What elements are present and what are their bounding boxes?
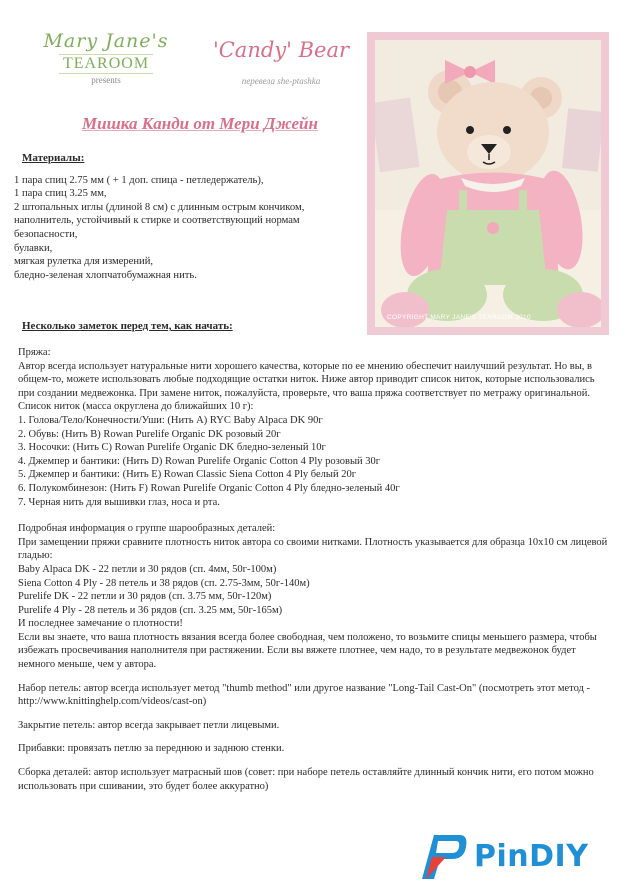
- yarn-list-item: 3. Носочки: (Нить C) Rowan Purelife Organic DK бледно-зеленый 10г: [18, 442, 326, 454]
- watermark-text: PinDIY: [474, 838, 589, 874]
- yarn-label: Пряжа:: [18, 347, 51, 358]
- yarn-intro: Автор всегда использует натуральные нити хорошего качества, которые по ее мнению обеспечит наилучший результат. Но вы, в общем-то, можете использовать любые подходящие остатки ниток. Ниже автор приводит список ниток, которые использовались при создании медвежонка. При замене ниток, пожалуйста, проверьте, что ваша пряжа соответствует по метражу оригинальной.: [18, 360, 595, 399]
- materials-section: [14, 152, 360, 282]
- materials-item: мягкая рулетка для измерений,: [14, 256, 154, 268]
- materials-heading: Материалы:: [22, 152, 85, 164]
- pattern-title-block: [196, 38, 366, 86]
- materials-item: наполнитель, устойчивый к стирке и соответствующий нормам безопасности,: [14, 215, 300, 240]
- materials-item: булавки,: [14, 242, 53, 254]
- gauge-intro: При замещении пряжи сравните плотность ниток автора со своими нитками. Плотность указывается для образца 10x10 см лицевой гладью:: [18, 536, 608, 562]
- bear-illustration: [375, 40, 601, 327]
- notes-heading: Несколько заметок перед тем, как начать:: [22, 320, 233, 332]
- brand-name: Mary Jane's: [43, 30, 169, 52]
- pindiy-logo-icon: [416, 831, 468, 881]
- yarn-list-item: 4. Джемпер и бантики: (Нить D) Rowan Purelife Organic Cotton 4 Ply розовый 30г: [18, 455, 381, 467]
- gauge-item: Siena Cotton 4 Ply - 28 петель и 38 рядов (сп. 2.75-3мм, 50г-140м): [18, 577, 310, 589]
- last-note-text: Если вы знаете, что ваша плотность вязания всегда более свободная, чем положено, то возьмите спицы меньшего размера, чтобы избежать просвечивания наполнителя при растяжении. Если вы вяжете плотнее, чем надо, то в результате медвежонок будет немного меньше, чем у автора.: [18, 631, 597, 671]
- materials-item: 1 пара спиц 3.25 мм,: [14, 188, 107, 200]
- pindiy-watermark: [416, 830, 620, 882]
- bear-photo: [367, 32, 609, 335]
- yarn-list-item: 5. Джемпер и бантики: (Нить E) Rowan Classic Siena Cotton 4 Ply белый 20г: [18, 469, 357, 481]
- yarn-list-item: 2. Обувь: (Нить B) Rowan Purelife Organic DK розовый 20г: [18, 428, 281, 440]
- pattern-name: 'Candy' Bear: [212, 38, 350, 62]
- yarn-list-item: 6. Полукомбинезон: (Нить F) Rowan Purelife Organic Cotton 4 Ply бледно-зеленый 40г: [18, 482, 400, 494]
- cast-on-note: Набор петель: автор всегда использует метод "thumb method" или другое название "Long-Tail Cast-On" (посмотреть этот метод - http://www.knittinghelp.com/videos/cast-on): [18, 682, 590, 708]
- translator-credit: перевела she-ptashka: [241, 76, 321, 86]
- brand-tearoom: TEAROOM: [59, 54, 153, 74]
- materials-item: 1 пара спиц 2.75 мм ( + 1 доп. спица - петледержатель),: [14, 174, 264, 186]
- brand-logo: [32, 30, 180, 85]
- yarn-list-item: 1. Голова/Тело/Конечности/Уши: (Нить A) RYC Baby Alpaca DK 90г: [18, 414, 323, 426]
- brand-presents: presents: [91, 75, 121, 85]
- cast-off-note: Закрытие петель: автор всегда закрывает петли лицевыми.: [18, 719, 280, 731]
- gauge-item: Purelife 4 Ply - 28 петель и 36 рядов (сп. 3.25 мм, 50г-165м): [18, 604, 283, 616]
- photo-copyright: COPYRIGHT MARY JANE'S TEAROOM 2010: [387, 314, 531, 321]
- yarn-list-title: Список ниток (масса округлена до ближайших 10 г):: [18, 401, 254, 413]
- document-title: Мишка Канди от Мери Джейн: [82, 114, 318, 133]
- assembly-note: Сборка деталей: автор использует матрасный шов (совет: при наборе петель оставляйте длинный кончик нити, его потом можно использовать при сшивании, это будет более аккуратно): [18, 767, 594, 792]
- gauge-item: Purelife DK - 22 петли и 30 рядов (сп. 3.75 мм, 50г-120м): [18, 591, 272, 603]
- increases-note: Прибавки: провязать петлю за переднюю и заднюю стенки.: [18, 743, 285, 755]
- materials-item: 2 штопальных иглы (длиной 8 см) с длинным острым кончиком,: [14, 201, 305, 213]
- gauge-item: Baby Alpaca DK - 22 петли и 30 рядов (сп. 4мм, 50г-100м): [18, 563, 277, 575]
- yarn-list-item: 7. Черная нить для вышивки глаз, носа и рта.: [18, 496, 220, 508]
- gauge-title: Подробная информация о группе шарообразных деталей:: [18, 523, 276, 535]
- notes-body: [18, 346, 610, 793]
- materials-item: бледно-зеленая хлопчатобумажная нить.: [14, 269, 197, 281]
- last-note: И последнее замечание о плотности!: [18, 618, 183, 630]
